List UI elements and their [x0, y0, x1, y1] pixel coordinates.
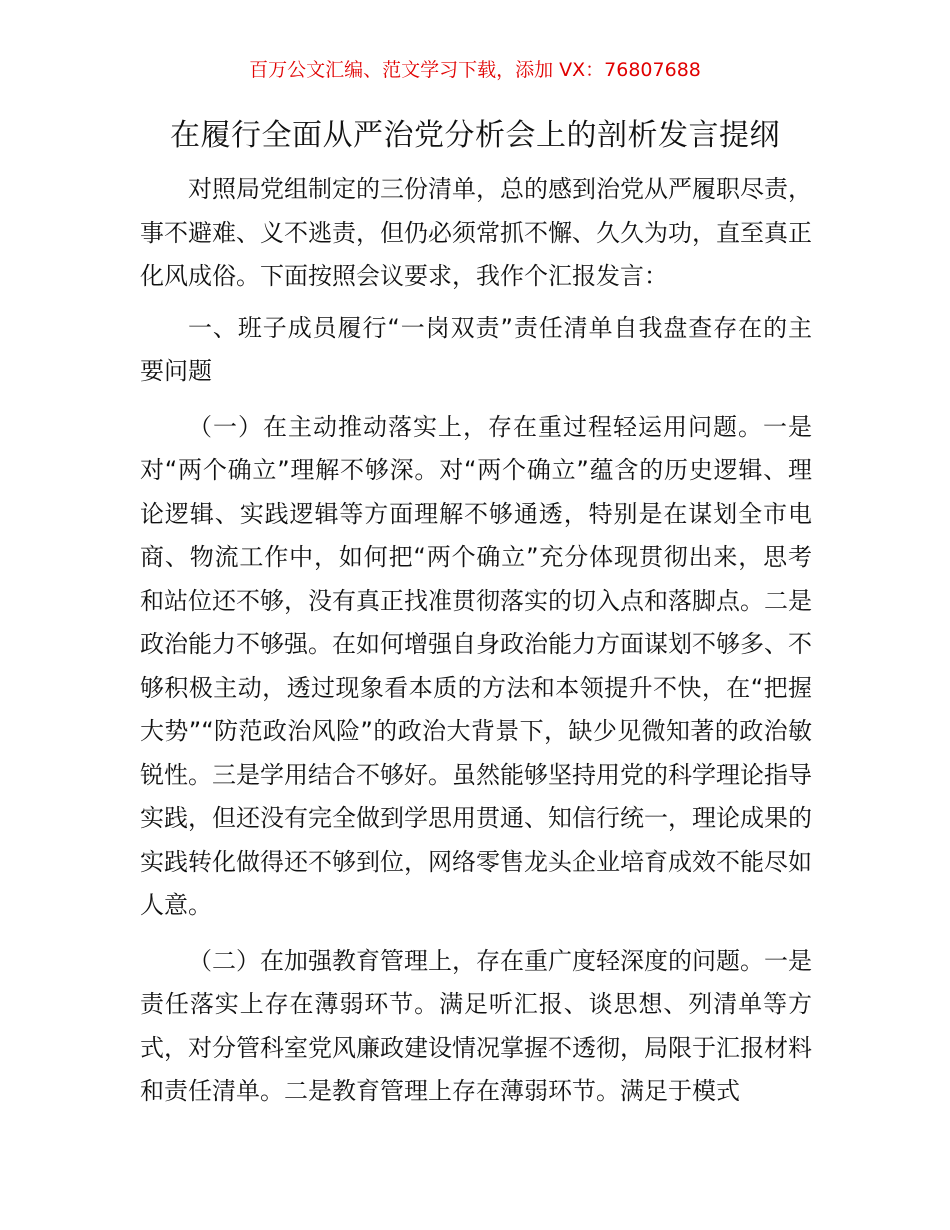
subsection-paragraph-2: （二）在加强教育管理上，存在重广度轻深度的问题。一是责任落实上存在薄弱环节。满足听汇报、谈思想、列清单等方式，对分管科室党风廉政建设情况掌握不透彻，局限于汇报材料和责任清单。二是教育管理上存在薄弱环节。满足于模式 — [140, 946, 812, 1105]
section-heading-1: 一、班子成员履行“一岗双责”责任清单自我盘查存在的主要问题 — [140, 313, 812, 385]
intro-paragraph: 对照局党组制定的三份清单，总的感到治党从严履职尽责，事不避难、义不逃责，但仍必须常抓不懈、久久为功，直至真正化风成俗。下面按照会议要求，我作个汇报发言： — [140, 175, 812, 290]
subsection-paragraph-1: （一）在主动推动落实上，存在重过程轻运用问题。一是对“两个确立”理解不够深。对“两个确立”蕴含的历史逻辑、理论逻辑、实践逻辑等方面理解不够通透，特别是在谋划全市电商、物流工作中，如何把“两个确立”充分体现贯彻出来，思考和站位还不够，没有真正找准贯彻落实的切入点和落脚点。二是政治能力不够强。在如何增强自身政治能力方面谋划不够多、不够积极主动，透过现象看本质的方法和本领提升不快，在“把握大势”“防范政治风险”的政治大背景下，缺少见微知著的政治敏锐性。三是学用结合不够好。虽然能够坚持用党的科学理论指导实践，但还没有完全做到学思用贯通、知信行统一，理论成果的实践转化做得还不够到位，网络零售龙头企业培育成效不能尽如人意。 — [140, 412, 812, 919]
watermark-header-note: 百万公文汇编、范文学习下载，添加 VX：76807688 — [249, 59, 701, 81]
document-body — [140, 168, 812, 1124]
document-title: 在履行全面从严治党分析会上的剖析发言提纲 — [170, 118, 780, 153]
